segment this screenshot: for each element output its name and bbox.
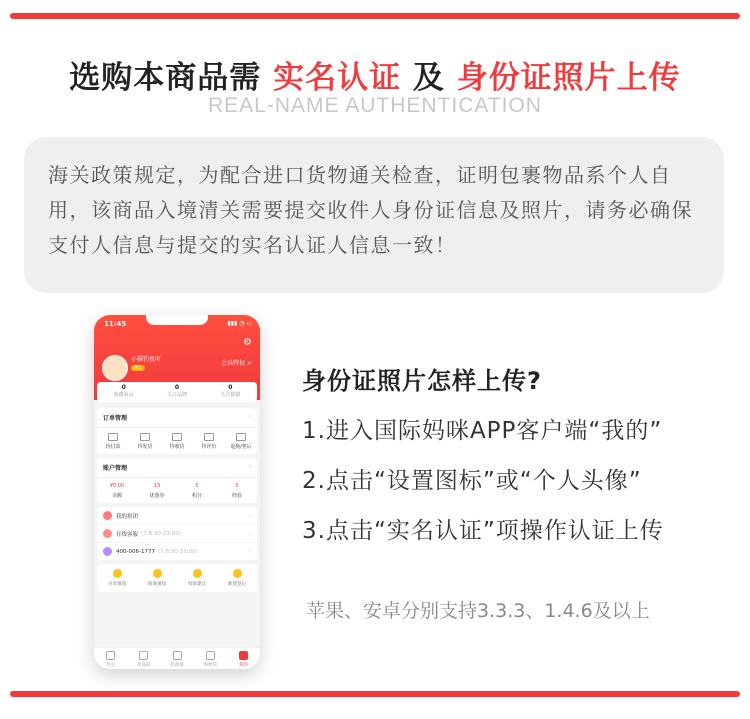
refund-icon — [236, 433, 246, 441]
group-buy-row[interactable]: 我的拼团 › — [97, 507, 257, 525]
stat-value: 0 — [174, 384, 180, 391]
top-divider — [10, 13, 740, 19]
vip-link[interactable]: 会员特权 > — [221, 360, 252, 367]
order-item[interactable]: 退换/售后 — [225, 433, 257, 450]
subtitle: REAL-NAME AUTHENTICATION — [208, 94, 542, 117]
stat-value: 0 — [228, 384, 233, 391]
comment-icon — [204, 433, 214, 441]
services-card — [97, 564, 257, 592]
phone-notch — [146, 315, 208, 325]
phone-time: 11:45 — [104, 320, 127, 328]
phone-tabbar — [94, 647, 260, 669]
chevron-right-icon: › — [248, 548, 251, 555]
service-item[interactable]: 海淘须知 — [137, 569, 177, 587]
chevron-right-icon: › — [248, 512, 251, 519]
stat-value: 0 — [121, 384, 126, 391]
order-item[interactable]: 待收货 — [161, 433, 193, 450]
bag-icon — [206, 651, 215, 660]
truck-icon — [172, 433, 182, 441]
register-icon — [233, 569, 242, 578]
order-item[interactable]: 待发货 — [129, 433, 161, 450]
links-card — [97, 507, 257, 560]
orders-card — [97, 408, 257, 454]
account-item[interactable]: ¥0.00 余额 — [109, 483, 125, 499]
phone-header — [94, 315, 260, 400]
heart-icon — [153, 569, 162, 578]
step-1: 1.进入国际妈咪APP客户端“我的” — [302, 418, 663, 444]
share-icon — [113, 569, 122, 578]
version-support: 苹果、安卓分别支持3.3.3、1.4.6及以上 — [306, 600, 650, 622]
search-icon — [139, 651, 148, 660]
account-card — [97, 458, 257, 503]
chevron-right-icon: › — [248, 413, 251, 420]
headline-and: 及 — [412, 60, 445, 96]
stat-item[interactable] — [97, 382, 150, 402]
avatar[interactable] — [102, 355, 128, 381]
account-item[interactable]: 5 积分 — [191, 483, 202, 499]
phone-mockup — [94, 315, 260, 669]
headline-real-name: 实名认证 — [273, 60, 402, 96]
order-item[interactable]: 待评价 — [193, 433, 225, 450]
headline-id-photo: 身份证照片上传 — [456, 60, 681, 96]
tab-discover[interactable]: 招商推 — [160, 648, 193, 669]
box-icon — [140, 433, 150, 441]
chevron-right-icon: › — [248, 530, 251, 537]
notice-box — [24, 137, 724, 293]
service-icon — [103, 529, 112, 538]
order-item[interactable]: 待付款 — [97, 433, 129, 450]
user-icon — [239, 651, 248, 660]
hotline-row[interactable]: 400-006-1777 (7:8:30-23:00) › — [97, 543, 257, 560]
phone-icon — [103, 547, 112, 556]
headline — [0, 52, 750, 97]
step-3: 3.点击“实名认证”项操作认证上传 — [302, 518, 664, 544]
stat-label: 收藏商品 — [113, 392, 134, 398]
phone-nickname: 小猫钓鱼吖 — [131, 356, 162, 363]
step-2: 2.点击“设置图标”或“个人头像” — [302, 468, 642, 494]
phone-stats — [97, 382, 257, 402]
stat-label: 关注品牌 — [166, 392, 187, 398]
account-title[interactable]: 账户管理 › — [97, 458, 257, 478]
signal-icon: ▮▮▮ ◔ ▭ — [227, 320, 252, 327]
headline-part1: 选购本商品需 — [69, 60, 262, 96]
online-service-row[interactable]: 在线客服 (7:8:30-23:00) › — [97, 525, 257, 543]
orders-title[interactable]: 订单管理 › — [97, 408, 257, 428]
account-item[interactable]: 0 经验 — [231, 483, 242, 499]
tab-cart[interactable]: 购物袋 — [194, 648, 227, 669]
stat-item[interactable] — [150, 382, 203, 402]
gear-icon[interactable]: ⚙ — [243, 337, 252, 348]
service-item[interactable]: 缺货登记 — [217, 569, 257, 587]
home-icon — [106, 651, 115, 660]
tab-home[interactable]: 首页 — [94, 648, 127, 669]
wallet-icon — [108, 433, 118, 441]
account-item[interactable]: 13 优惠券 — [149, 483, 165, 499]
member-tag: M1 — [131, 365, 145, 371]
howto-title: 身份证照片怎样上传? — [302, 367, 542, 395]
tab-mine[interactable]: 我的 — [227, 648, 260, 669]
compass-icon — [173, 651, 182, 660]
tab-search[interactable]: 找商品 — [127, 648, 160, 669]
group-icon — [103, 511, 112, 520]
stat-label: 关注猫猫 — [220, 392, 241, 398]
service-item[interactable]: 分享领钱 — [97, 569, 137, 587]
service-item[interactable]: 投诉建议 — [177, 569, 217, 587]
chevron-right-icon: › — [248, 463, 251, 470]
notice-text: 海关政策规定，为配合进口货物通关检查，证明包裹物品系个人自用，该商品入境清关需要提交收件人身份证信息及照片，请务必确保支付人信息与提交的实名认证人信息一致！ — [48, 163, 693, 257]
stat-item[interactable] — [204, 382, 257, 402]
feedback-icon — [193, 569, 202, 578]
bottom-divider — [10, 691, 740, 697]
